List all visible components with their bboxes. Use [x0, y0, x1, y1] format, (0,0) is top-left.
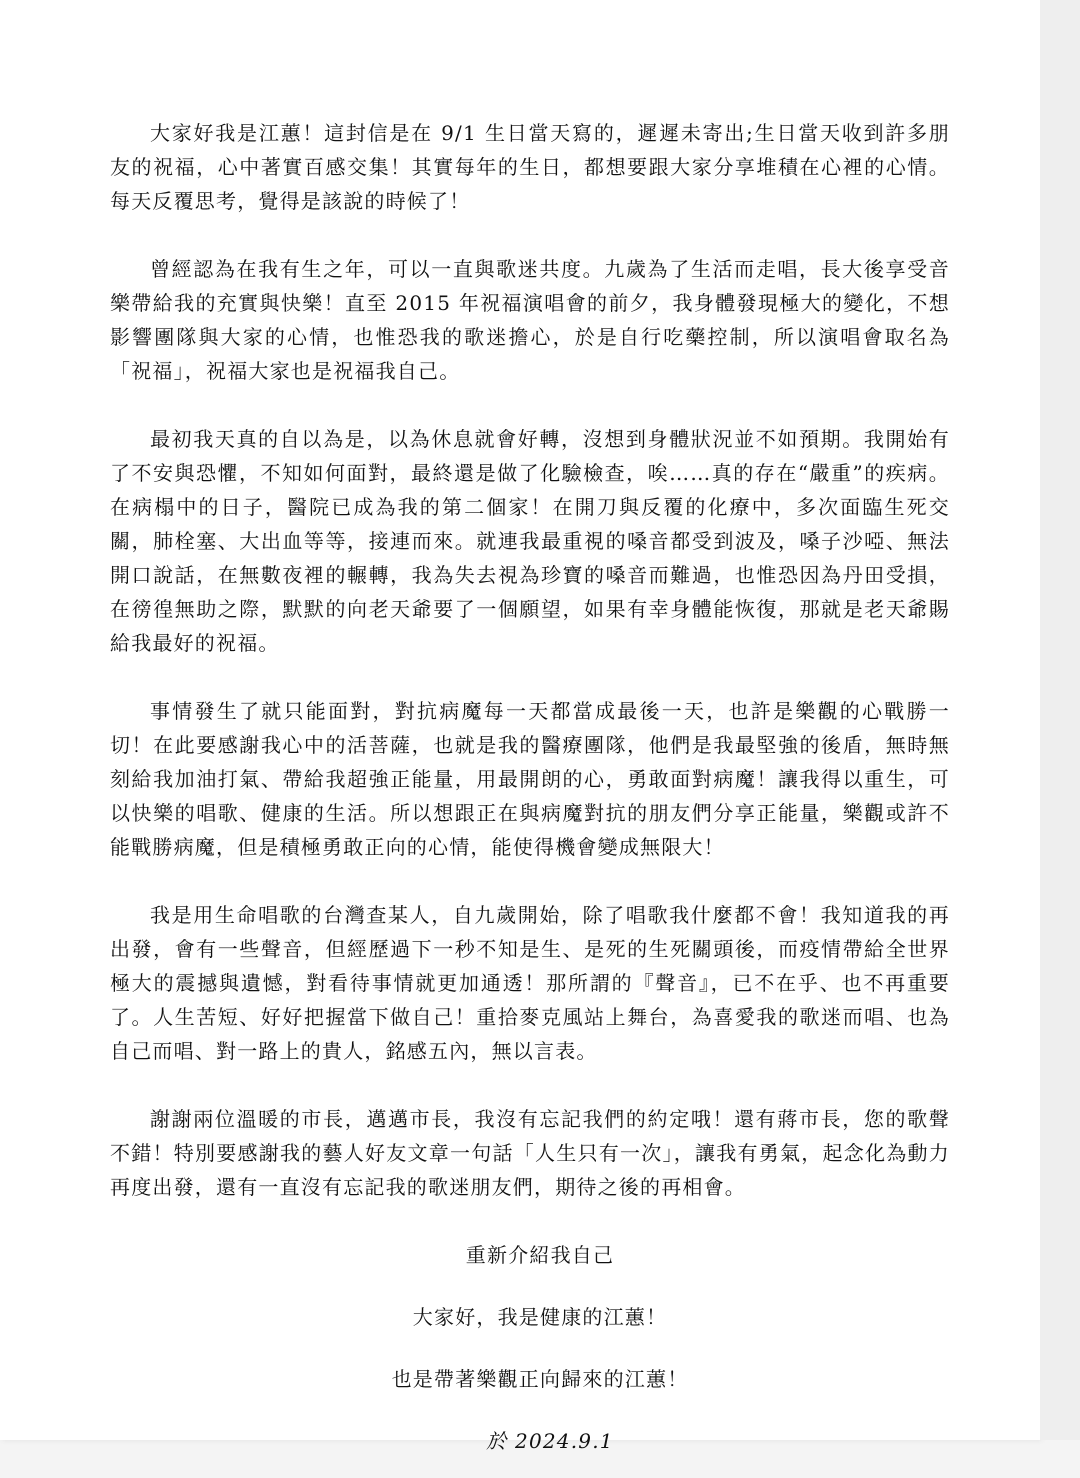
letter-date: 於 2024.9.1 — [486, 1429, 614, 1453]
closing-line-2: 也是帶著樂觀正向歸來的江蕙！ — [391, 1367, 689, 1391]
letter-paragraph-5: 我是用生命唱歌的台灣查某人，自九歲開始，除了唱歌我什麼都不會！我知道我的再出發，會有一些聲音，但經歷過下一秒不知是生、是死的生死關頭後，而疫情帶給全世界極大的震撼與遺憾，對看待事情就更加通透！那所謂的『聲音』，已不在乎、也不再重要了。人生苦短、好好把握當下做自己！重拾麥克風站上舞台，為喜愛我的歌迷而唱、也為自己而唱、對一路上的貴人，銘感五內，無以言表。 — [110, 903, 950, 1063]
letter-closing — [110, 1238, 950, 1458]
page-margin — [1040, 0, 1080, 1440]
letter-paragraph-3: 最初我天真的自以為是，以為休息就會好轉，沒想到身體狀況並不如預期。我開始有了不安與恐懼，不知如何面對，最終還是做了化驗檢查，唉……真的存在“嚴重”的疾病。在病榻中的日子，醫院已成為我的第二個家！在開刀與反覆的化療中，多次面臨生死交關，肺栓塞、大出血等等，接連而來。就連我最重視的嗓音都受到波及，嗓子沙啞、無法開口說話，在無數夜裡的輾轉，我為失去視為珍寶的嗓音而難過，也惟恐因為丹田受損，在徬徨無助之際，默默的向老天爺要了一個願望，如果有幸身體能恢復，那就是老天爺賜給我最好的祝福。 — [110, 427, 950, 655]
letter-paragraph-1: 大家好我是江蕙！這封信是在 9/1 生日當天寫的，遲遲未寄出;生日當天收到許多朋友的祝福，心中著實百感交集！其實每年的生日，都想要跟大家分享堆積在心裡的心情。每天反覆思考，覺得是該說的時候了！ — [110, 121, 950, 213]
closing-heading: 重新介紹我自己 — [465, 1243, 615, 1267]
letter-paragraph-2: 曾經認為在我有生之年，可以一直與歌迷共度。九歲為了生活而走唱，長大後享受音樂帶給我的充實與快樂！直至 2015 年祝福演唱會的前夕，我身體發現極大的變化，不想影響團隊與大家的心情，也惟恐我的歌迷擔心，於是自行吃藥控制，所以演唱會取名為「祝福」，祝福大家也是祝福我自己。 — [110, 257, 950, 383]
closing-line-1: 大家好，我是健康的江蕙！ — [412, 1305, 668, 1329]
letter-paragraph-6: 謝謝兩位溫暖的市長，邁邁市長，我沒有忘記我們的約定哦！還有蔣市長，您的歌聲不錯！特別要感謝我的藝人好友文章一句話「人生只有一次」，讓我有勇氣，起念化為動力再度出發，還有一直沒有忘記我的歌迷朋友們，期待之後的再相會。 — [110, 1107, 950, 1199]
letter-body — [110, 116, 950, 1478]
letter-paragraph-4: 事情發生了就只能面對，對抗病魔每一天都當成最後一天，也許是樂觀的心戰勝一切！在此要感謝我心中的活菩薩，也就是我的醫療團隊，他們是我最堅強的後盾，無時無刻給我加油打氣、帶給我超強正能量，用最開朗的心，勇敢面對病魔！讓我得以重生，可以快樂的唱歌、健康的生活。所以想跟正在與病魔對抗的朋友們分享正能量，樂觀或許不能戰勝病魔，但是積極勇敢正向的心情，能使得機會變成無限大！ — [110, 699, 950, 859]
